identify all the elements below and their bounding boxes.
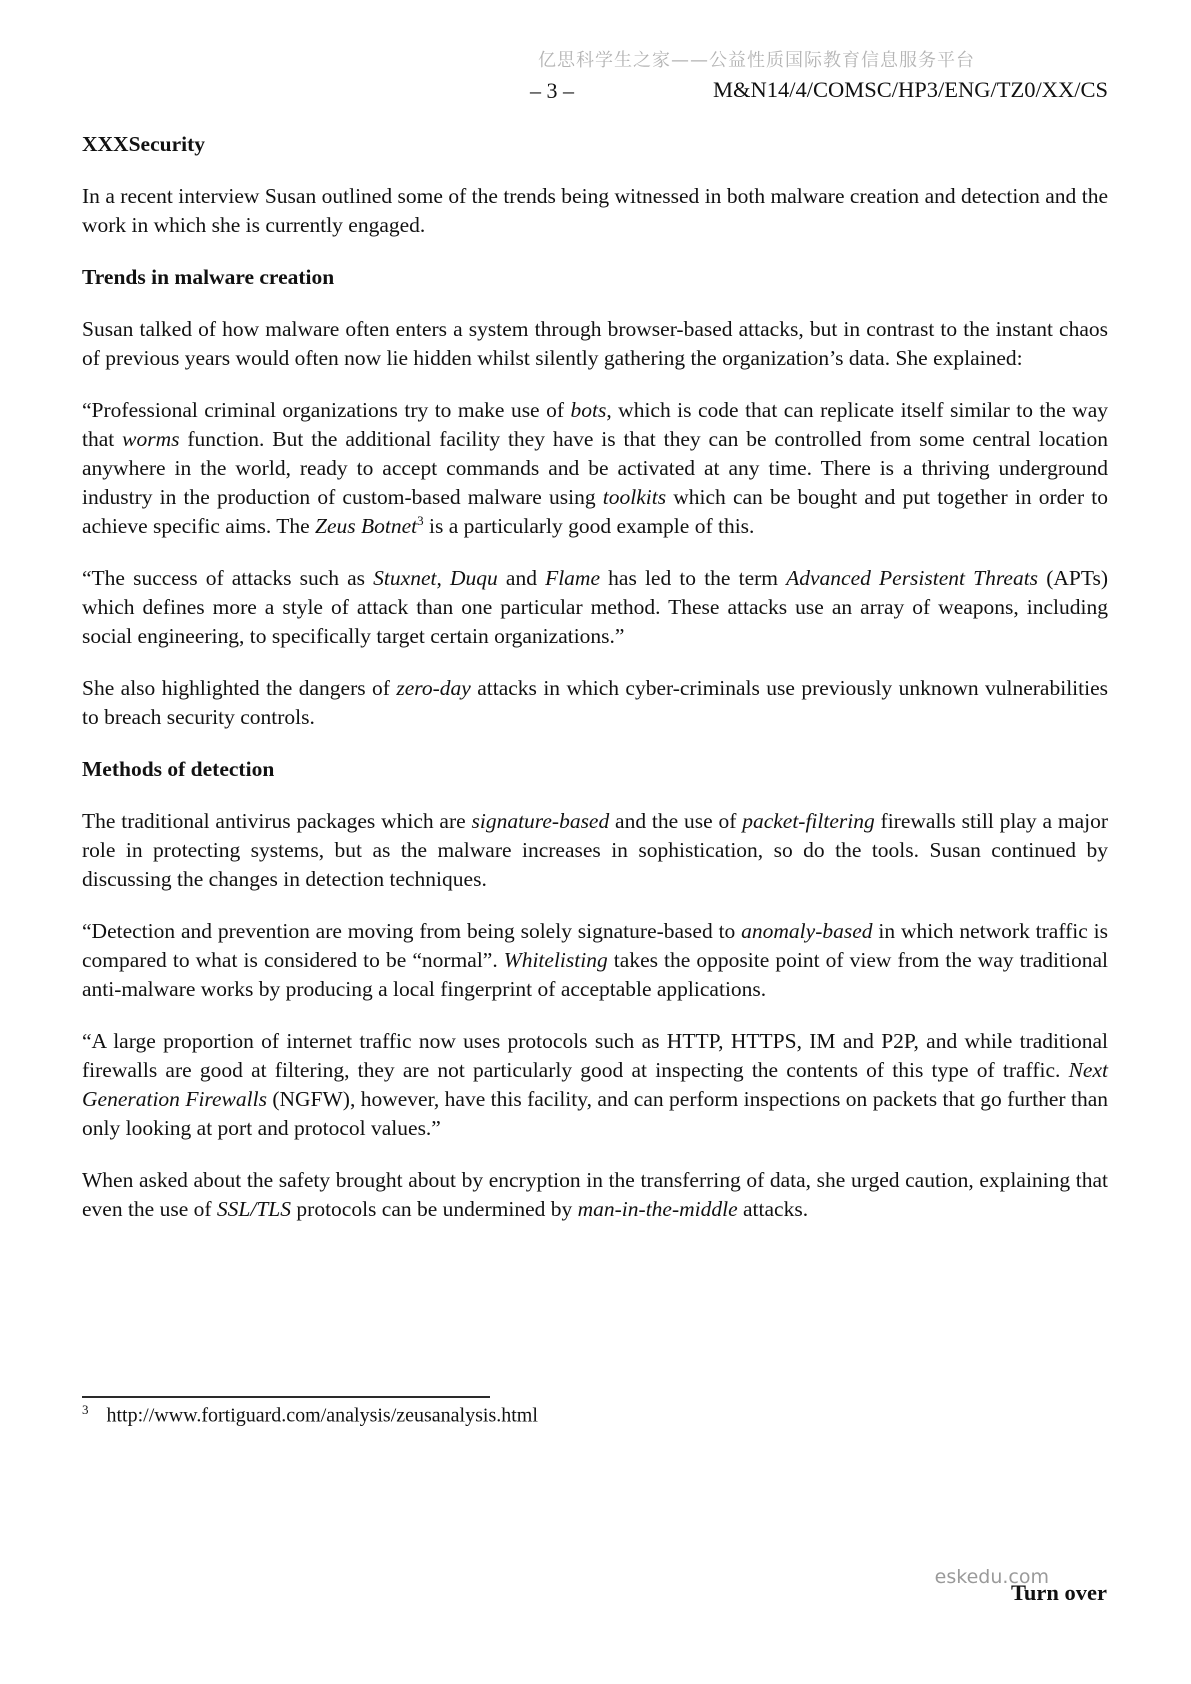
paragraph: She also highlighted the dangers of zero-day attacks in which cyber-criminals use previously unknown vulnerabilities to breach security controls. — [82, 676, 1109, 729]
document-title: XXXSecurity — [82, 132, 206, 156]
paragraph: “A large proportion of internet traffic now uses protocols such as HTTP, HTTPS, IM and P2P, and while traditional firewalls are good at filtering, they are not particularly good at inspecting the contents of this type of traffic. Next Generation Firewalls (NGFW), however, have this facility, and can perform inspections on packets that go further than only looking at port and protocol values.” — [82, 1029, 1108, 1140]
footnote-url: http://www.fortiguard.com/analysis/zeusanalysis.html — [106, 1404, 538, 1427]
paper-code: M&N14/4/COMSC/HP3/ENG/TZ0/XX/CS — [712, 77, 1108, 102]
footnote-divider — [82, 1396, 490, 1398]
paragraph: When asked about the safety brought about by encryption in the transferring of data, she urged caution, explaining that even the use of SSL/TLS protocols can be undermined by man-in-the-middle attacks. — [82, 1168, 1108, 1221]
paragraph: “Detection and prevention are moving from being solely signature-based to anomaly-based in which network traffic is compared to what is considered to be “normal”. Whitelisting takes the opposite point of view from the way traditional anti-malware works by producing a local fingerprint of acceptable applications. — [82, 919, 1108, 1001]
paragraph: In a recent interview Susan outlined some of the trends being witnessed in both malware creation and detection and the work in which she is currently engaged. — [82, 184, 1108, 237]
document-body — [82, 130, 1108, 1247]
paragraph: “Professional criminal organizations try to make use of bots, which is code that can replicate itself similar to the way that worms function. But the additional facility they have is that they can be controlled from some central location anywhere in the world, ready to accept commands and be activated at any time. There is a thriving underground industry in the production of custom-based malware using toolkits which can be bought and put together in order to achieve specific aims. The Zeus Botnet$^3$ is a particularly good example of this. — [82, 398, 1109, 538]
paragraph: The traditional antivirus packages which are signature-based and the use of packet-filtering firewalls still play a major role in protecting systems, but as the malware increases in sophistication, so do the tools. Susan continued by discussing the changes in detection techniques. — [82, 809, 1108, 891]
document-blocks — [82, 182, 1108, 1224]
footnote — [82, 1402, 538, 1428]
turn-over-label: Turn over — [1010, 1580, 1107, 1605]
footer-watermark: eskedu.com — [934, 1566, 1049, 1588]
section-heading: Trends in malware creation — [82, 265, 335, 289]
paragraph: Susan talked of how malware often enters a system through browser-based attacks, but in contrast to the instant chaos of previous years would often now lie hidden whilst silently gathering the organization’s data. She explained: — [82, 317, 1108, 370]
page-number: – 3 – — [530, 78, 574, 103]
header-watermark: 亿思科学生之家——公益性质国际教育信息服务平台 — [538, 50, 975, 71]
paragraph: “The success of attacks such as Stuxnet, Duqu and Flame has led to the term Advanced Persistent Threats (APTs) which defines more a style of attack than one particular method. These attacks use an array of weapons, including social engineering, to specifically target certain organizations.” — [82, 566, 1108, 648]
footnote-marker: 3 — [82, 1402, 89, 1417]
section-heading: Methods of detection — [82, 757, 275, 781]
